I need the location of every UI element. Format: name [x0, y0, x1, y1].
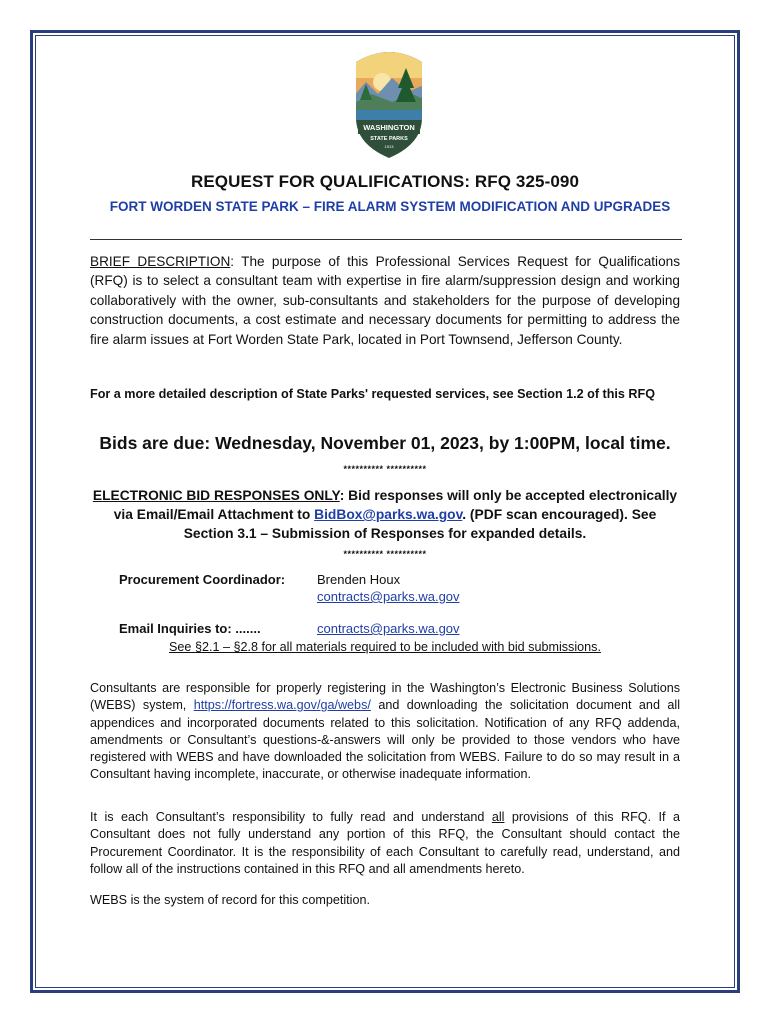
webs-link[interactable]: https://fortress.wa.gov/ga/webs/ [193, 698, 371, 713]
webs-record-paragraph: WEBS is the system of record for this competition. [90, 893, 370, 907]
title-divider [90, 239, 682, 240]
brief-description-label: BRIEF DESCRIPTION [90, 254, 231, 269]
brief-description [90, 252, 680, 349]
para2-text-1: It is each Consultant’s responsibility to fully read and understand [90, 810, 492, 824]
logo-text-line1: WASHINGTON [363, 123, 415, 132]
see-sections-note: See §2.1 – §2.8 for all materials required to be included with bid submissions. [169, 640, 601, 654]
electronic-bid-text-1: : Bid responses will only be accepted electronically via Email/Email Attachment to [113, 488, 678, 522]
separator-stars-2: ********** ********** [343, 549, 427, 559]
washington-state-parks-logo [352, 48, 426, 160]
inquiries-email-link[interactable]: contracts@parks.wa.gov [317, 621, 460, 636]
separator-stars-1: ********** ********** [343, 464, 427, 474]
para1-text-1: Consultants are responsible for properly registering in the Washington’s Electronic Business Solutions (WEBS) system, [90, 681, 680, 713]
coordinator-name: Brenden Houx [317, 572, 401, 587]
logo-text-line3: 1913 [384, 144, 394, 149]
document-title: REQUEST FOR QUALIFICATIONS: RFQ 325-090 [190, 172, 580, 191]
webs-registration-paragraph [90, 680, 680, 784]
electronic-bid-label: ELECTRONIC BID RESPONSES ONLY [92, 488, 340, 503]
coordinator-email-link[interactable]: contracts@parks.wa.gov [317, 589, 460, 604]
para2-all-emphasis: all [491, 810, 505, 824]
bid-due-date: Bids are due: Wednesday, November 01, 2023, by 1:00PM, local time. [99, 433, 671, 453]
coordinator-label: Procurement Coordinador: [119, 572, 286, 587]
electronic-bid-notice [88, 486, 682, 543]
inquiries-label: Email Inquiries to: ....... [119, 621, 261, 636]
para1-text-2: and downloading the solicitation document and all appendices and incorporated documents related to this solicitation. Notification of any RFQ addenda, amendments or Consultant’s questions-&-answers will only be provided to those vendors who have registered with WEBS and have downloaded the solicitation from WEBS. Failure to do so may result in a Consultant having incomplete, inaccurate, or otherwise inadequate information. [90, 698, 680, 782]
electronic-bid-text-2: . (PDF scan encouraged). See Section 3.1 – Submission of Responses for expanded details. [183, 507, 657, 541]
more-description-note: For a more detailed description of State Parks' requested services, see Section 1.2 of this RFQ [90, 387, 656, 401]
logo-text-line2: STATE PARKS [370, 136, 408, 142]
responsibility-paragraph [90, 809, 680, 878]
inquiries-info [317, 620, 460, 637]
para2-text-2: provisions of this RFQ. If a Consultant does not fully understand any portion of this RFQ, the Consultant should contact the Procurement Coordinator. It is the responsibility of each Consultant to carefully read, understand, and follow all of the instructions contained in this RFQ and all amendments hereto. [90, 810, 680, 876]
bidbox-email-link[interactable]: BidBox@parks.wa.gov [314, 507, 463, 522]
document-subtitle: FORT WORDEN STATE PARK – FIRE ALARM SYSTEM MODIFICATION AND UPGRADES [109, 199, 671, 214]
coordinator-info [317, 571, 460, 605]
brief-description-text: : The purpose of this Professional Services Request for Qualifications (RFQ) is to select a consultant team with expertise in fire alarm/suppression design and working collaboratively with the owner, sub-consultants and stakeholders for the purpose of developing construction documents, a cost estimate and necessary documents for permitting to address the fire alarm issues at Fort Worden State Park, located in Port Townsend, Jefferson County. [90, 254, 680, 347]
